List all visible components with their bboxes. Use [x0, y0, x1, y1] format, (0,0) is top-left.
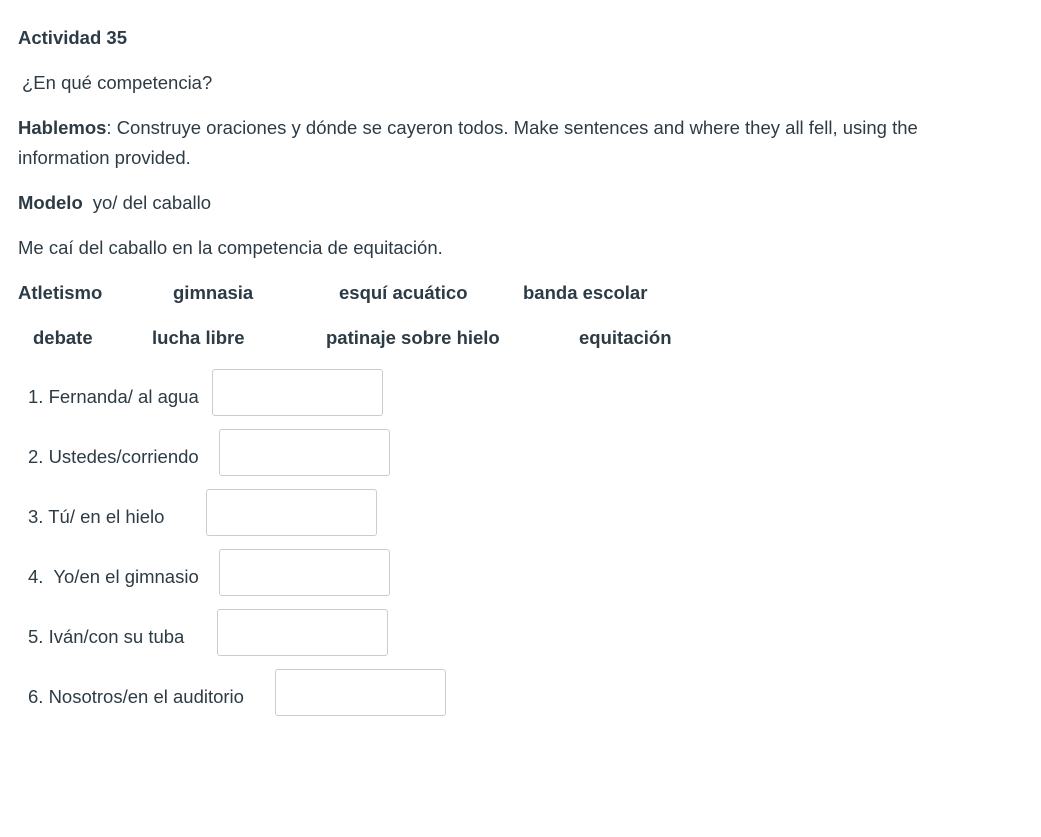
- answer-input-2[interactable]: [219, 429, 390, 476]
- model-label: Modelo: [18, 192, 83, 213]
- model-prompt: yo/ del caballo: [92, 192, 212, 213]
- word-bank-item: Atletismo: [18, 282, 103, 303]
- word-bank-item: banda escolar: [523, 282, 648, 303]
- instructions-line-2: information provided.: [18, 147, 191, 168]
- answer-input-4[interactable]: [219, 549, 390, 596]
- word-bank-item: gimnasia: [173, 282, 254, 303]
- answer-input-5[interactable]: [217, 609, 388, 656]
- word-bank-item: equitación: [579, 327, 672, 348]
- model-answer: Me caí del caballo en la competencia de equitación.: [18, 237, 443, 258]
- answer-input-6[interactable]: [275, 669, 446, 716]
- question-label-1: 1. Fernanda/ al agua: [28, 386, 199, 407]
- word-bank-item: patinaje sobre hielo: [326, 327, 500, 348]
- question-label-2: 2. Ustedes/corriendo: [28, 446, 199, 467]
- activity-subtitle: ¿En qué competencia?: [22, 72, 213, 93]
- question-label-6: 6. Nosotros/en el auditorio: [28, 686, 244, 707]
- activity-title: Actividad 35: [18, 27, 127, 48]
- answer-input-3[interactable]: [206, 489, 377, 536]
- question-label-4: 4. Yo/en el gimnasio: [28, 566, 199, 587]
- instructions-line-1: [18, 117, 918, 139]
- word-bank-item: debate: [33, 327, 93, 348]
- word-bank-item: esquí acuático: [339, 282, 468, 303]
- question-label-3: 3. Tú/ en el hielo: [28, 506, 165, 527]
- model-line: [18, 192, 211, 214]
- question-label-5: 5. Iván/con su tuba: [28, 626, 185, 647]
- instructions-label: Hablemos: [18, 117, 107, 138]
- instructions-text: : Construye oraciones y dónde se cayeron todos. Make sentences and where they all fell, using the: [106, 117, 918, 138]
- answer-input-1[interactable]: [212, 369, 383, 416]
- word-bank-item: lucha libre: [152, 327, 245, 348]
